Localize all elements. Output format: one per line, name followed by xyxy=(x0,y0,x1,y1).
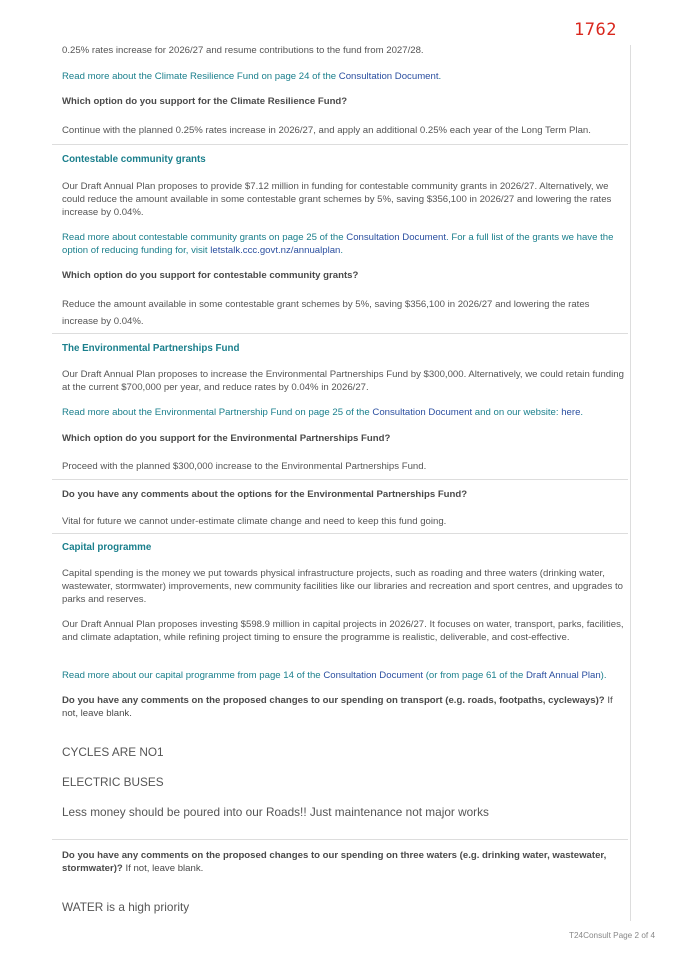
climate-read-more-prefix: Read more about the Climate Resilience Fund on page 24 of the xyxy=(62,71,339,82)
transport-answer-2: ELECTRIC BUSES xyxy=(62,775,164,789)
environmental-question: Which option do you support for the Environmental Partnerships Fund? xyxy=(62,433,391,444)
capital-read-more-middle: (or from page 61 of the xyxy=(423,670,526,681)
transport-question-text: Do you have any comments on the proposed changes to our spending on transport (e.g. roads, footpaths, cycleways)? xyxy=(62,695,605,706)
environmental-comments-question: Do you have any comments about the options for the Environmental Partnerships Fund? xyxy=(62,489,468,500)
grants-heading: Contestable community grants xyxy=(62,154,206,165)
climate-intro-tail: 0.25% rates increase for 2026/27 and resume contributions to the fund from 2027/28. xyxy=(62,45,424,56)
capital-read-more xyxy=(62,669,628,682)
climate-answer: Continue with the planned 0.25% rates increase in 2026/27, and apply an additional 0.25% each year of the Long Term Plan. xyxy=(62,125,591,136)
environmental-here-link[interactable]: here xyxy=(561,407,581,418)
divider xyxy=(52,533,628,534)
grants-consultation-link[interactable]: Consultation Document xyxy=(346,232,446,243)
environmental-answer: Proceed with the planned $300,000 increase to the Environmental Partnerships Fund. xyxy=(62,461,427,472)
capital-body-1: Capital spending is the money we put towards physical infrastructure projects, such as roading and three waters (drinking water, wastewater, stormwater) improvements, new community facilities like our libraries and recreation and sport centres, and upgrades to parks and reserves. xyxy=(62,568,623,606)
divider xyxy=(52,333,628,334)
environmental-body: Our Draft Annual Plan proposes to increase the Environmental Partnerships Fund by $300,000. Alternatively, we could retain funding at the current $700,000 per year, and reduce rates by 0.04% in 2026/27. xyxy=(62,369,624,394)
grants-letstalk-link[interactable]: letstalk.ccc.govt.nz/annualplan xyxy=(210,245,341,257)
divider xyxy=(52,839,628,840)
water-question-text: Do you have any comments on the proposed changes to our spending on three waters (e.g. drinking water, wastewater, stormwater)? xyxy=(62,850,607,875)
capital-draft-plan-link[interactable]: Draft Annual Plan xyxy=(525,670,601,681)
transport-question xyxy=(62,694,628,720)
page-number: 1762 xyxy=(574,20,617,40)
environmental-consultation-link[interactable]: Consultation Document xyxy=(372,407,473,418)
grants-read-more-prefix: Read more about contestable community grants on page 25 of the xyxy=(62,232,347,243)
climate-question: Which option do you support for the Climate Resilience Fund? xyxy=(62,96,348,107)
page-footer: T24Consult Page 2 of 4 xyxy=(568,931,655,940)
transport-answer-3: Less money should be poured into our Roads!! Just maintenance not major works xyxy=(62,805,489,819)
environmental-read-more xyxy=(62,406,628,419)
transport-question-hint: If not, leave blank. xyxy=(62,695,613,720)
climate-read-more xyxy=(62,70,628,83)
water-answer: WATER is a high priority xyxy=(62,900,190,914)
capital-consultation-link[interactable]: Consultation Document xyxy=(323,670,424,681)
water-question xyxy=(62,849,628,875)
transport-answer-1: CYCLES ARE NO1 xyxy=(62,745,164,759)
grants-question: Which option do you support for contestable community grants? xyxy=(62,270,359,281)
capital-body-2: Our Draft Annual Plan proposes investing $598.9 million in capital projects in 2026/27. It focuses on water, transport, parks, facilities, and climate adaptation, while refining project timing to ensure the programme is realistic, deliverable, and cost-effective. xyxy=(62,619,624,644)
grants-body: Our Draft Annual Plan proposes to provide $7.12 million in funding for contestable community grants in 2026/27. Alternatively, we could reduce the amount available in some contestable grant schemes by 5%, saving $356,100 in 2026/27 and lowering the rates increase by 0.04%. xyxy=(62,181,612,219)
environmental-read-more-prefix: Read more about the Environmental Partnership Fund on page 25 of the xyxy=(62,407,373,418)
capital-read-more-prefix: Read more about our capital programme from page 14 of the xyxy=(62,670,324,681)
environmental-comments-answer: Vital for future we cannot under-estimate climate change and need to keep this fund going. xyxy=(62,516,447,527)
environmental-heading: The Environmental Partnerships Fund xyxy=(62,343,240,354)
grants-read-more-suffix: . xyxy=(340,245,344,257)
divider xyxy=(52,479,628,480)
water-question-hint: If not, leave blank. xyxy=(122,863,204,875)
grants-read-more-middle: . For a full list of the grants we have the option of reducing funding for, visit xyxy=(62,232,614,257)
environmental-read-more-suffix: . xyxy=(580,407,584,418)
divider xyxy=(52,144,628,145)
grants-answer: Reduce the amount available in some contestable grant schemes by 5%, saving $356,100 in 2026/27 and lowering the rates increase by 0.04%. xyxy=(62,299,590,327)
environmental-read-more-middle: and on our website: xyxy=(472,407,562,418)
climate-read-more-suffix: . xyxy=(438,71,442,82)
climate-consultation-link[interactable]: Consultation Document xyxy=(338,71,439,82)
grants-read-more xyxy=(62,231,628,257)
capital-heading: Capital programme xyxy=(62,542,152,553)
capital-read-more-suffix: ). xyxy=(600,670,607,681)
